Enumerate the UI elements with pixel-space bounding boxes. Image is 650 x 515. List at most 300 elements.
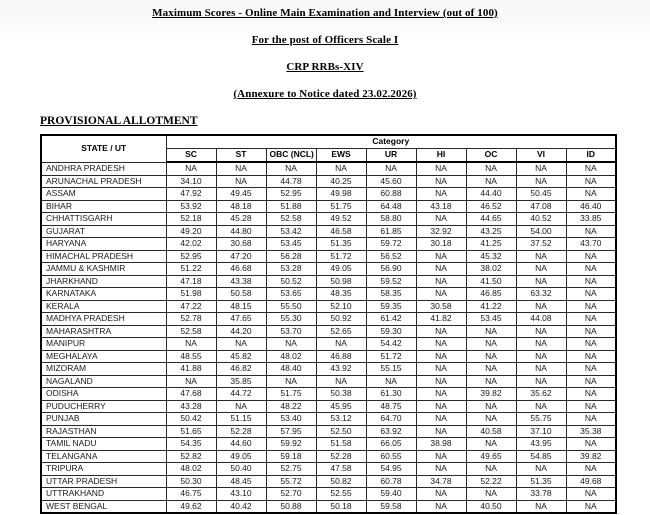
score-cell: NA: [566, 275, 616, 288]
score-cell: NA: [166, 162, 216, 175]
score-cell: 52.65: [316, 325, 366, 338]
score-cell: 35.85: [216, 375, 266, 388]
table-row: [41, 250, 616, 263]
score-cell: 45.28: [216, 213, 266, 226]
score-cell: 34.10: [166, 175, 216, 188]
state-cell: TRIPURA: [41, 463, 166, 476]
score-cell: NA: [266, 375, 316, 388]
state-cell: GUJARAT: [41, 225, 166, 238]
score-cell: NA: [466, 363, 516, 376]
score-cell: 59.58: [366, 500, 416, 513]
score-cell: NA: [566, 263, 616, 276]
score-cell: NA: [466, 438, 516, 451]
score-cell: NA: [566, 250, 616, 263]
score-cell: 44.78: [266, 175, 316, 188]
score-cell: NA: [516, 263, 566, 276]
table-row: [41, 338, 616, 351]
score-cell: 44.40: [466, 188, 516, 201]
score-cell: NA: [416, 500, 466, 513]
score-cell: 61.30: [366, 388, 416, 401]
score-cell: NA: [516, 162, 566, 175]
score-cell: 48.75: [366, 400, 416, 413]
score-cell: 55.15: [366, 363, 416, 376]
score-cell: 47.18: [166, 275, 216, 288]
header-row-category: [41, 135, 616, 149]
score-cell: 51.35: [516, 475, 566, 488]
score-cell: NA: [566, 225, 616, 238]
score-cell: 45.95: [316, 400, 366, 413]
score-cell: NA: [216, 400, 266, 413]
score-cell: 60.55: [366, 450, 416, 463]
score-cell: 44.60: [216, 438, 266, 451]
state-cell: CHHATTISGARH: [41, 213, 166, 226]
score-cell: 46.52: [466, 200, 516, 213]
score-cell: 55.30: [266, 313, 316, 326]
score-cell: NA: [466, 162, 516, 175]
score-cell: 51.35: [316, 238, 366, 251]
state-cell: MANIPUR: [41, 338, 166, 351]
score-cell: NA: [566, 363, 616, 376]
score-cell: NA: [516, 275, 566, 288]
score-cell: NA: [416, 400, 466, 413]
score-cell: 32.92: [416, 225, 466, 238]
score-cell: 50.58: [216, 288, 266, 301]
score-cell: NA: [516, 400, 566, 413]
score-cell: 51.22: [166, 263, 216, 276]
table-row: [41, 162, 616, 175]
score-cell: 64.70: [366, 413, 416, 426]
score-cell: NA: [566, 388, 616, 401]
score-cell: 51.98: [166, 288, 216, 301]
score-cell: 52.18: [166, 213, 216, 226]
score-cell: 38.02: [466, 263, 516, 276]
score-cell: 51.72: [316, 250, 366, 263]
score-cell: 37.52: [516, 238, 566, 251]
score-cell: 47.08: [516, 200, 566, 213]
score-cell: 49.52: [316, 213, 366, 226]
score-cell: 54.95: [366, 463, 416, 476]
score-cell: 52.70: [266, 488, 316, 501]
score-cell: 52.28: [216, 425, 266, 438]
score-cell: 39.82: [466, 388, 516, 401]
score-cell: 51.58: [316, 438, 366, 451]
state-cell: PUNJAB: [41, 413, 166, 426]
score-cell: NA: [416, 388, 466, 401]
score-cell: 40.42: [216, 500, 266, 513]
score-cell: 43.25: [466, 225, 516, 238]
score-cell: 46.85: [466, 288, 516, 301]
score-cell: NA: [566, 463, 616, 476]
score-cell: NA: [416, 413, 466, 426]
score-cell: 52.95: [266, 188, 316, 201]
score-cell: 47.68: [166, 388, 216, 401]
state-cell: ANDHRA PRADESH: [41, 162, 166, 175]
score-cell: NA: [466, 413, 516, 426]
state-cell: ASSAM: [41, 188, 166, 201]
score-cell: NA: [566, 375, 616, 388]
score-cell: 49.20: [166, 225, 216, 238]
score-cell: 48.55: [166, 350, 216, 363]
score-cell: 30.68: [216, 238, 266, 251]
table-row: [41, 500, 616, 513]
score-cell: 43.38: [216, 275, 266, 288]
table-row: [41, 438, 616, 451]
state-cell: WEST BENGAL: [41, 500, 166, 513]
score-cell: NA: [416, 363, 466, 376]
state-cell: TAMIL NADU: [41, 438, 166, 451]
score-cell: 49.65: [466, 450, 516, 463]
score-cell: 51.75: [266, 388, 316, 401]
score-cell: NA: [416, 425, 466, 438]
score-cell: NA: [566, 162, 616, 175]
score-cell: 45.60: [366, 175, 416, 188]
table-body: [41, 162, 616, 513]
score-cell: 35.62: [516, 388, 566, 401]
score-cell: NA: [466, 375, 516, 388]
score-cell: NA: [266, 162, 316, 175]
state-cell: JAMMU & KASHMIR: [41, 263, 166, 276]
score-cell: 40.52: [516, 213, 566, 226]
score-cell: 48.02: [266, 350, 316, 363]
score-cell: 53.42: [266, 225, 316, 238]
score-cell: 38.98: [416, 438, 466, 451]
score-cell: 40.58: [466, 425, 516, 438]
score-cell: 59.92: [266, 438, 316, 451]
score-cell: 49.05: [316, 263, 366, 276]
score-cell: NA: [516, 325, 566, 338]
score-cell: NA: [516, 350, 566, 363]
score-cell: 52.78: [166, 313, 216, 326]
category-column-header: HI: [416, 149, 466, 163]
score-cell: 49.45: [216, 188, 266, 201]
state-cell: MADHYA PRADESH: [41, 313, 166, 326]
table-row: [41, 175, 616, 188]
score-cell: NA: [216, 338, 266, 351]
score-cell: 55.50: [266, 300, 316, 313]
score-cell: 54.42: [366, 338, 416, 351]
score-cell: NA: [516, 375, 566, 388]
score-cell: 48.15: [216, 300, 266, 313]
table-row: [41, 325, 616, 338]
score-cell: 53.40: [266, 413, 316, 426]
score-cell: NA: [466, 325, 516, 338]
category-column-header: ST: [216, 149, 266, 163]
category-column-header: VI: [516, 149, 566, 163]
score-cell: 41.22: [466, 300, 516, 313]
score-cell: NA: [216, 175, 266, 188]
score-cell: 52.22: [466, 475, 516, 488]
score-cell: NA: [566, 500, 616, 513]
score-cell: NA: [516, 463, 566, 476]
score-cell: NA: [566, 338, 616, 351]
score-cell: 44.65: [466, 213, 516, 226]
score-cell: 50.92: [316, 313, 366, 326]
state-cell: RAJASTHAN: [41, 425, 166, 438]
score-cell: 30.18: [416, 238, 466, 251]
table-row: [41, 425, 616, 438]
score-cell: 48.35: [316, 288, 366, 301]
score-cell: 54.35: [166, 438, 216, 451]
score-cell: 40.50: [466, 500, 516, 513]
score-cell: 48.22: [266, 400, 316, 413]
score-cell: NA: [566, 288, 616, 301]
doc-annexure-line: (Annexure to Notice dated 23.02.2026): [233, 88, 417, 100]
table-row: [41, 263, 616, 276]
table-row: [41, 188, 616, 201]
score-cell: 47.20: [216, 250, 266, 263]
score-cell: 44.20: [216, 325, 266, 338]
score-cell: 48.40: [266, 363, 316, 376]
score-cell: 50.18: [316, 500, 366, 513]
score-cell: 52.10: [316, 300, 366, 313]
score-cell: 60.88: [366, 188, 416, 201]
score-cell: NA: [466, 463, 516, 476]
score-cell: NA: [516, 300, 566, 313]
table-row: [41, 375, 616, 388]
state-cell: UTTRAKHAND: [41, 488, 166, 501]
score-cell: NA: [316, 162, 366, 175]
doc-crp-line: CRP RRBs-XIV: [286, 61, 364, 73]
table-row: [41, 475, 616, 488]
score-cell: 43.95: [516, 438, 566, 451]
score-cell: NA: [516, 338, 566, 351]
score-cell: 54.85: [516, 450, 566, 463]
score-cell: 41.88: [166, 363, 216, 376]
state-cell: UTTAR PRADESH: [41, 475, 166, 488]
score-cell: NA: [566, 313, 616, 326]
score-cell: 39.82: [566, 450, 616, 463]
table-row: [41, 238, 616, 251]
score-cell: 61.42: [366, 313, 416, 326]
state-cell: MIZORAM: [41, 363, 166, 376]
score-cell: NA: [416, 175, 466, 188]
score-cell: 46.82: [216, 363, 266, 376]
score-cell: 54.00: [516, 225, 566, 238]
state-cell: NAGALAND: [41, 375, 166, 388]
table-row: [41, 488, 616, 501]
score-cell: NA: [566, 175, 616, 188]
table-row: [41, 225, 616, 238]
table-row: [41, 388, 616, 401]
score-cell: 53.92: [166, 200, 216, 213]
score-cell: 30.58: [416, 300, 466, 313]
score-cell: 49.98: [316, 188, 366, 201]
score-cell: 52.82: [166, 450, 216, 463]
score-cell: NA: [566, 413, 616, 426]
score-cell: 53.45: [466, 313, 516, 326]
table-row: [41, 363, 616, 376]
state-cell: PUDUCHERRY: [41, 400, 166, 413]
score-cell: 46.40: [566, 200, 616, 213]
score-cell: 59.18: [266, 450, 316, 463]
score-cell: 41.25: [466, 238, 516, 251]
doc-post-line: For the post of Officers Scale I: [251, 34, 399, 46]
state-cell: MAHARASHTRA: [41, 325, 166, 338]
score-cell: 47.92: [166, 188, 216, 201]
score-cell: 50.30: [166, 475, 216, 488]
state-cell: ARUNACHAL PRADESH: [41, 175, 166, 188]
score-cell: 43.10: [216, 488, 266, 501]
score-cell: 50.88: [266, 500, 316, 513]
score-cell: 48.18: [216, 200, 266, 213]
score-cell: 46.75: [166, 488, 216, 501]
score-cell: 53.65: [266, 288, 316, 301]
score-cell: NA: [216, 162, 266, 175]
score-cell: 52.50: [316, 425, 366, 438]
state-cell: BIHAR: [41, 200, 166, 213]
category-column-header: EWS: [316, 149, 366, 163]
state-ut-header: STATE / UT: [41, 135, 166, 162]
score-cell: 46.58: [316, 225, 366, 238]
doc-title: Maximum Scores - Online Main Examination and Interview (out of 100): [152, 7, 498, 19]
score-cell: 53.28: [266, 263, 316, 276]
score-cell: NA: [416, 375, 466, 388]
score-cell: 51.65: [166, 425, 216, 438]
score-cell: 43.28: [166, 400, 216, 413]
score-cell: NA: [566, 488, 616, 501]
score-cell: NA: [416, 288, 466, 301]
score-cell: 49.62: [166, 500, 216, 513]
score-cell: 47.22: [166, 300, 216, 313]
score-cell: 44.72: [216, 388, 266, 401]
score-cell: 49.05: [216, 450, 266, 463]
score-cell: NA: [416, 263, 466, 276]
score-cell: NA: [416, 213, 466, 226]
score-cell: NA: [466, 488, 516, 501]
state-cell: KERALA: [41, 300, 166, 313]
score-cell: 50.52: [266, 275, 316, 288]
score-cell: NA: [416, 463, 466, 476]
score-cell: 53.45: [266, 238, 316, 251]
score-cell: 52.75: [266, 463, 316, 476]
score-cell: NA: [416, 488, 466, 501]
score-cell: 63.92: [366, 425, 416, 438]
score-cell: 50.98: [316, 275, 366, 288]
score-cell: NA: [416, 162, 466, 175]
score-cell: 57.95: [266, 425, 316, 438]
score-cell: 52.58: [166, 325, 216, 338]
score-cell: NA: [566, 350, 616, 363]
score-cell: 58.35: [366, 288, 416, 301]
score-cell: NA: [566, 188, 616, 201]
score-cell: NA: [416, 450, 466, 463]
category-header: Category: [166, 135, 616, 149]
state-cell: ODISHA: [41, 388, 166, 401]
score-cell: NA: [566, 300, 616, 313]
score-cell: 43.70: [566, 238, 616, 251]
score-cell: 46.68: [216, 263, 266, 276]
score-cell: NA: [566, 325, 616, 338]
state-cell: HIMACHAL PRADESH: [41, 250, 166, 263]
score-cell: 63.32: [516, 288, 566, 301]
score-cell: 59.52: [366, 275, 416, 288]
score-cell: 33.78: [516, 488, 566, 501]
category-column-header: SC: [166, 149, 216, 163]
section-heading: PROVISIONAL ALLOTMENT: [40, 115, 198, 127]
score-cell: NA: [466, 175, 516, 188]
score-cell: NA: [416, 275, 466, 288]
score-cell: 60.78: [366, 475, 416, 488]
score-cell: NA: [466, 350, 516, 363]
score-cell: NA: [466, 400, 516, 413]
score-cell: 51.72: [366, 350, 416, 363]
score-cell: 51.15: [216, 413, 266, 426]
score-cell: 56.52: [366, 250, 416, 263]
score-cell: 64.48: [366, 200, 416, 213]
state-cell: HARYANA: [41, 238, 166, 251]
state-cell: TELANGANA: [41, 450, 166, 463]
score-cell: 52.28: [316, 450, 366, 463]
category-column-header: UR: [366, 149, 416, 163]
state-cell: KARNATAKA: [41, 288, 166, 301]
score-cell: NA: [466, 338, 516, 351]
score-cell: NA: [166, 338, 216, 351]
score-cell: 50.42: [166, 413, 216, 426]
category-column-header: OBC (NCL): [266, 149, 316, 163]
score-cell: 33.85: [566, 213, 616, 226]
score-cell: 44.80: [216, 225, 266, 238]
score-cell: 55.75: [516, 413, 566, 426]
table-row: [41, 313, 616, 326]
score-cell: 58.80: [366, 213, 416, 226]
score-cell: 53.70: [266, 325, 316, 338]
score-cell: 52.55: [316, 488, 366, 501]
score-cell: 61.85: [366, 225, 416, 238]
score-cell: NA: [366, 375, 416, 388]
score-cell: 56.28: [266, 250, 316, 263]
title-block: [0, 7, 650, 100]
score-cell: 52.95: [166, 250, 216, 263]
score-cell: NA: [416, 250, 466, 263]
score-cell: NA: [266, 338, 316, 351]
score-cell: 59.35: [366, 300, 416, 313]
score-cell: 56.90: [366, 263, 416, 276]
score-cell: 59.30: [366, 325, 416, 338]
score-cell: 59.72: [366, 238, 416, 251]
score-cell: 46.88: [316, 350, 366, 363]
score-cell: 45.82: [216, 350, 266, 363]
score-cell: 50.38: [316, 388, 366, 401]
score-cell: 55.72: [266, 475, 316, 488]
table-row: [41, 463, 616, 476]
score-cell: NA: [166, 375, 216, 388]
score-cell: 47.65: [216, 313, 266, 326]
score-cell: 48.45: [216, 475, 266, 488]
score-cell: 52.58: [266, 213, 316, 226]
score-cell: 51.75: [316, 200, 366, 213]
score-cell: NA: [516, 250, 566, 263]
score-cell: 41.50: [466, 275, 516, 288]
score-cell: NA: [416, 325, 466, 338]
score-cell: 37.10: [516, 425, 566, 438]
score-cell: 53.12: [316, 413, 366, 426]
state-cell: MEGHALAYA: [41, 350, 166, 363]
score-cell: NA: [366, 162, 416, 175]
score-cell: NA: [316, 375, 366, 388]
score-cell: 59.40: [366, 488, 416, 501]
score-cell: 48.02: [166, 463, 216, 476]
table-row: [41, 300, 616, 313]
score-cell: 45.32: [466, 250, 516, 263]
category-column-header: ID: [566, 149, 616, 163]
score-cell: 43.92: [316, 363, 366, 376]
score-cell: 49.68: [566, 475, 616, 488]
state-cell: JHARKHAND: [41, 275, 166, 288]
score-cell: 43.18: [416, 200, 466, 213]
score-cell: NA: [416, 338, 466, 351]
score-cell: 34.78: [416, 475, 466, 488]
score-cell: 44.08: [516, 313, 566, 326]
